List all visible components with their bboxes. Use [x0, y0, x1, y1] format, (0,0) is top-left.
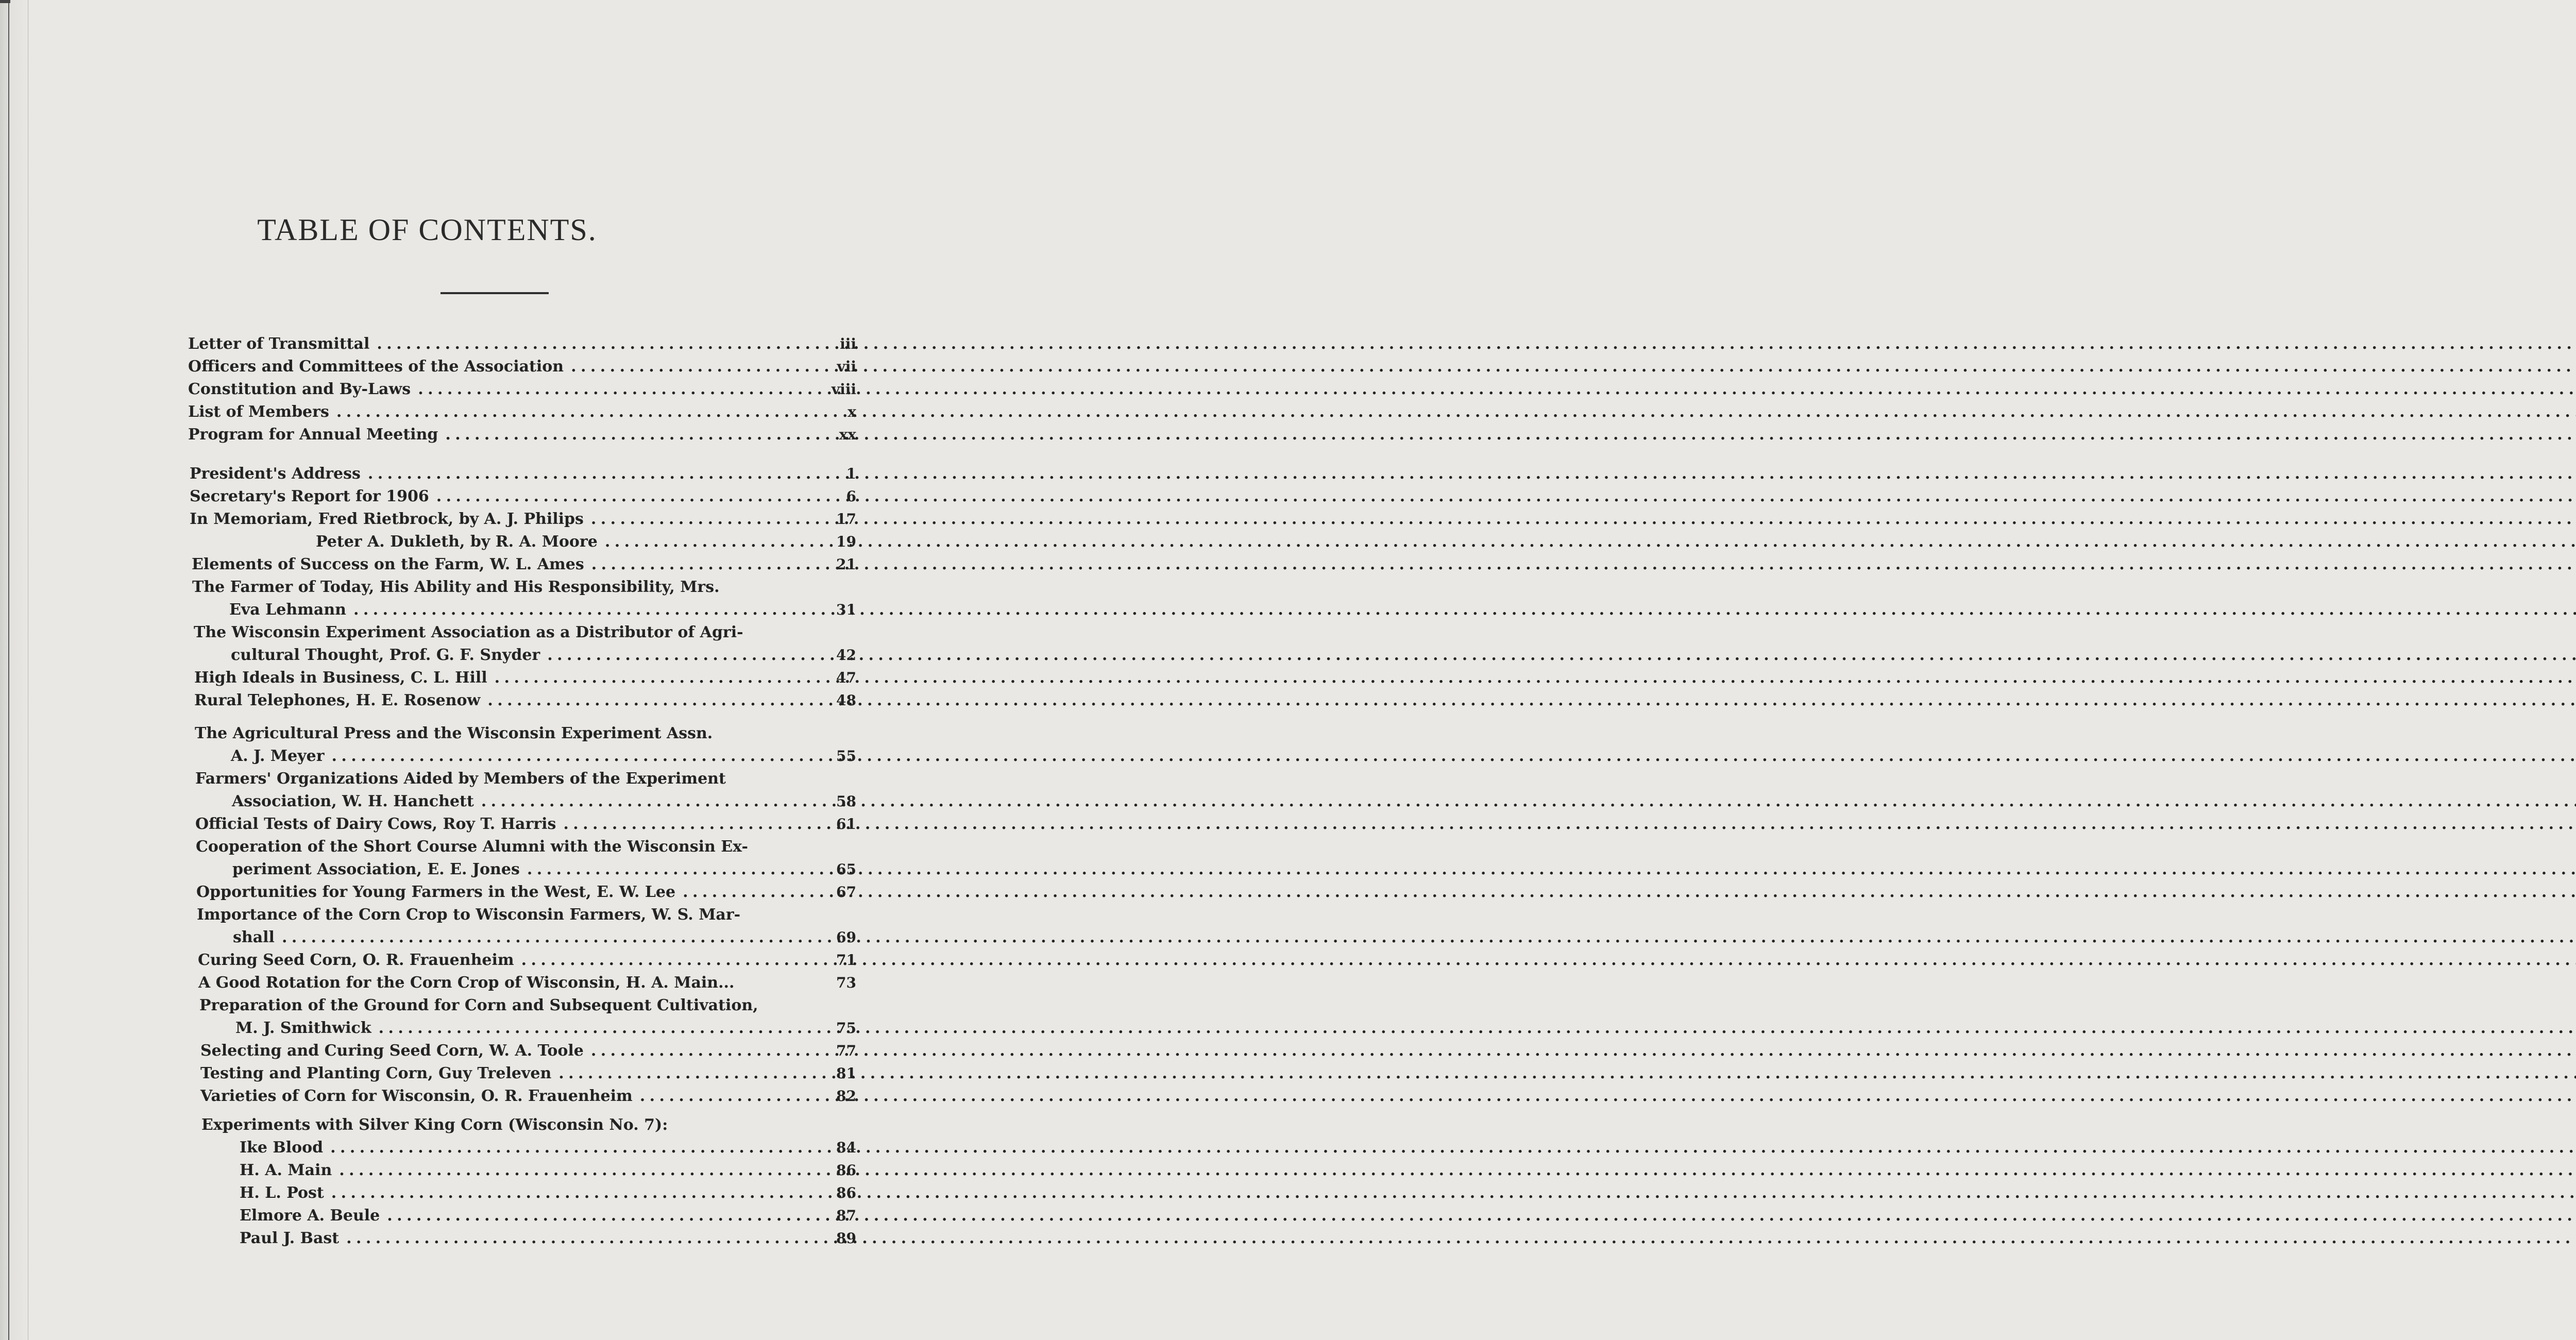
toc-entry — [192, 554, 856, 575]
toc-entry-label: Official Tests of Dairy Cows, Roy T. Harris — [195, 815, 556, 833]
toc-entry-page: 75 — [836, 1020, 856, 1037]
toc-entry — [316, 532, 856, 552]
toc-entry-page: 69 — [836, 929, 856, 946]
toc-entry-label: Elmore A. Beule — [240, 1207, 380, 1225]
toc-entry-page: 6 — [846, 488, 856, 505]
toc-entry-label: Constitution and By-Laws — [188, 380, 411, 398]
dot-leader — [591, 1041, 2576, 1061]
toc-entry-label: The Agricultural Press and the Wisconsin Experiment Assn. — [195, 724, 713, 742]
toc-entry — [194, 668, 856, 688]
dot-leader — [346, 1228, 2576, 1249]
toc-entry — [188, 425, 856, 445]
toc-entry — [188, 402, 856, 422]
toc-entry — [232, 859, 856, 880]
toc-entry-page: viii — [831, 381, 856, 398]
toc-entry-label: Secretary's Report for 1906 — [190, 487, 429, 505]
toc-entry-continuation: cultural Thought, Prof. G. F. Snyder — [231, 646, 540, 664]
toc-entry-page: 1 — [846, 465, 856, 482]
toc-entry — [233, 927, 856, 948]
dot-leader — [377, 334, 2576, 354]
toc-entry — [194, 690, 856, 711]
toc-entry — [188, 379, 856, 400]
toc-entry-page: 77 — [836, 1042, 856, 1059]
toc-entry-label: H. L. Post — [240, 1184, 324, 1202]
toc-entry-label: The Wisconsin Experiment Association as a Distributor of Agri- — [194, 623, 743, 641]
toc-entry-label: Varieties of Corn for Wisconsin, O. R. Frauenheim — [200, 1087, 633, 1105]
dot-leader — [487, 690, 2576, 711]
dot-leader — [640, 1086, 2576, 1107]
toc-entry-page: 67 — [836, 884, 856, 901]
toc-entry-page: 48 — [836, 692, 856, 709]
toc-entry-label: Elements of Success on the Farm, W. L. Ames — [192, 555, 584, 573]
toc-entry-label: In Memoriam, Fred Rietbrock, by A. J. Philips — [190, 510, 584, 528]
dot-leader — [368, 464, 2576, 484]
toc-entry-label: Curing Seed Corn, O. R. Frauenheim — [198, 951, 514, 969]
toc-entry-continuation: M. J. Smithwick — [235, 1019, 371, 1037]
toc-entry-label: List of Members — [188, 403, 329, 421]
toc-entry-continuation: Association, W. H. Hanchett — [232, 792, 474, 810]
toc-entry-page: 21 — [836, 556, 856, 573]
dot-leader — [571, 357, 2576, 377]
toc-entry-label: Peter A. Dukleth, by R. A. Moore — [316, 533, 598, 551]
dot-leader — [558, 1063, 2576, 1084]
toc-entry-page: 82 — [836, 1088, 856, 1105]
toc-entry-label: High Ideals in Business, C. L. Hill — [194, 669, 487, 687]
dot-leader — [605, 532, 2576, 552]
dot-leader — [332, 746, 2576, 767]
toc-entry — [200, 1041, 856, 1061]
toc-entry — [198, 950, 856, 971]
toc-entry-label: Rural Telephones, H. E. Rosenow — [194, 691, 481, 709]
toc-entry-page: 58 — [836, 793, 856, 810]
toc-entry — [240, 1206, 856, 1226]
dot-leader — [445, 425, 2576, 445]
dot-leader — [330, 1138, 2576, 1158]
dot-leader — [282, 927, 2576, 948]
toc-entry — [188, 357, 856, 377]
toc-entry — [240, 1183, 856, 1203]
toc-entry — [198, 973, 856, 993]
table-of-contents — [0, 0, 854, 1340]
toc-entry — [190, 486, 856, 507]
toc-entry — [195, 814, 856, 835]
toc-entry-label: Paul J. Bast — [240, 1229, 340, 1247]
toc-entry — [196, 882, 856, 903]
toc-entry-continuation: shall — [233, 928, 275, 946]
toc-entry-label: Importance of the Corn Crop to Wisconsin Farmers, W. S. Mar- — [197, 906, 741, 924]
toc-entry — [190, 464, 856, 484]
toc-entry — [232, 791, 856, 812]
toc-entry-page: 89 — [836, 1230, 856, 1247]
dot-leader — [336, 402, 2576, 422]
toc-entry-label: Opportunities for Young Farmers in the West, E. W. Lee — [196, 883, 676, 901]
page-title: TABLE OF CONTENTS. — [257, 213, 597, 247]
toc-entry-label: Preparation of the Ground for Corn and Subsequent Cultivation, — [199, 996, 758, 1014]
dot-leader — [683, 882, 2576, 903]
dot-leader — [379, 1018, 2576, 1039]
toc-entry — [200, 1086, 856, 1107]
dot-leader — [563, 814, 2576, 835]
toc-entry — [240, 1160, 856, 1181]
toc-entry-page: 65 — [836, 861, 856, 878]
toc-section-heading: Experiments with Silver King Corn (Wisconsin No. 7): — [201, 1116, 668, 1134]
toc-entry-label: Farmers' Organizations Aided by Members of the Experiment — [195, 770, 726, 788]
toc-entry-label: A Good Rotation for the Corn Crop of Wisconsin, H. A. Main... — [198, 974, 735, 992]
toc-entry-label: H. A. Main — [240, 1161, 332, 1179]
toc-entry — [200, 1063, 856, 1084]
dot-leader — [591, 509, 2576, 530]
toc-entry — [231, 645, 856, 666]
toc-entry-page: 61 — [836, 816, 856, 833]
dot-leader — [591, 554, 2576, 575]
toc-entry — [229, 600, 856, 620]
toc-entry-page: 86 — [836, 1162, 856, 1179]
toc-entry-page: 71 — [836, 952, 856, 969]
toc-entry-continuation: periment Association, E. E. Jones — [232, 860, 520, 878]
dot-leader — [331, 1183, 2576, 1203]
toc-entry-page: 17 — [836, 511, 856, 528]
dot-leader — [481, 791, 2576, 812]
toc-entry-page: 84 — [836, 1139, 856, 1156]
toc-entry — [190, 509, 856, 530]
toc-entry-page: xx — [839, 426, 856, 443]
toc-entry-page: 55 — [836, 748, 856, 765]
toc-entry-page: iii — [840, 335, 856, 352]
toc-entry-page: 73 — [836, 974, 856, 991]
toc-entry-page: 42 — [836, 647, 856, 664]
toc-entry-continuation: Eva Lehmann — [229, 601, 346, 619]
toc-entry-page: vii — [837, 358, 856, 375]
toc-entry-page: x — [848, 403, 856, 420]
toc-entry-label: Selecting and Curing Seed Corn, W. A. Toole — [200, 1042, 584, 1060]
dot-leader — [353, 600, 2576, 620]
toc-entry-label: President's Address — [190, 465, 361, 483]
toc-entry-page: 87 — [836, 1207, 856, 1224]
toc-entry — [240, 1138, 856, 1158]
toc-entry-label: Letter of Transmittal — [188, 335, 370, 353]
dot-leader — [339, 1160, 2576, 1181]
toc-entry-label: Cooperation of the Short Course Alumni with the Wisconsin Ex- — [196, 838, 748, 856]
dot-leader — [387, 1206, 2576, 1226]
toc-entry-page: 81 — [836, 1065, 856, 1082]
toc-entry-page: 19 — [836, 533, 856, 550]
toc-entry — [240, 1228, 856, 1249]
toc-entry — [188, 334, 856, 354]
toc-entry — [235, 1018, 856, 1039]
dot-leader — [418, 379, 2576, 400]
toc-entry-page: 31 — [836, 601, 856, 618]
toc-entry-label: Program for Annual Meeting — [188, 426, 438, 444]
toc-entry-label: Ike Blood — [240, 1139, 324, 1157]
toc-entry-label: Testing and Planting Corn, Guy Treleven — [200, 1064, 552, 1082]
toc-entry-continuation: A. J. Meyer — [231, 747, 325, 765]
toc-entry-page: 47 — [836, 669, 856, 686]
toc-entry-label: The Farmer of Today, His Ability and His Responsibility, Mrs. — [192, 578, 720, 596]
toc-entry-label: Officers and Committees of the Association — [188, 358, 564, 376]
dot-leader — [436, 486, 2576, 507]
dot-leader — [495, 668, 2576, 688]
toc-entry — [231, 746, 856, 767]
toc-entry-page: 86 — [836, 1184, 856, 1201]
